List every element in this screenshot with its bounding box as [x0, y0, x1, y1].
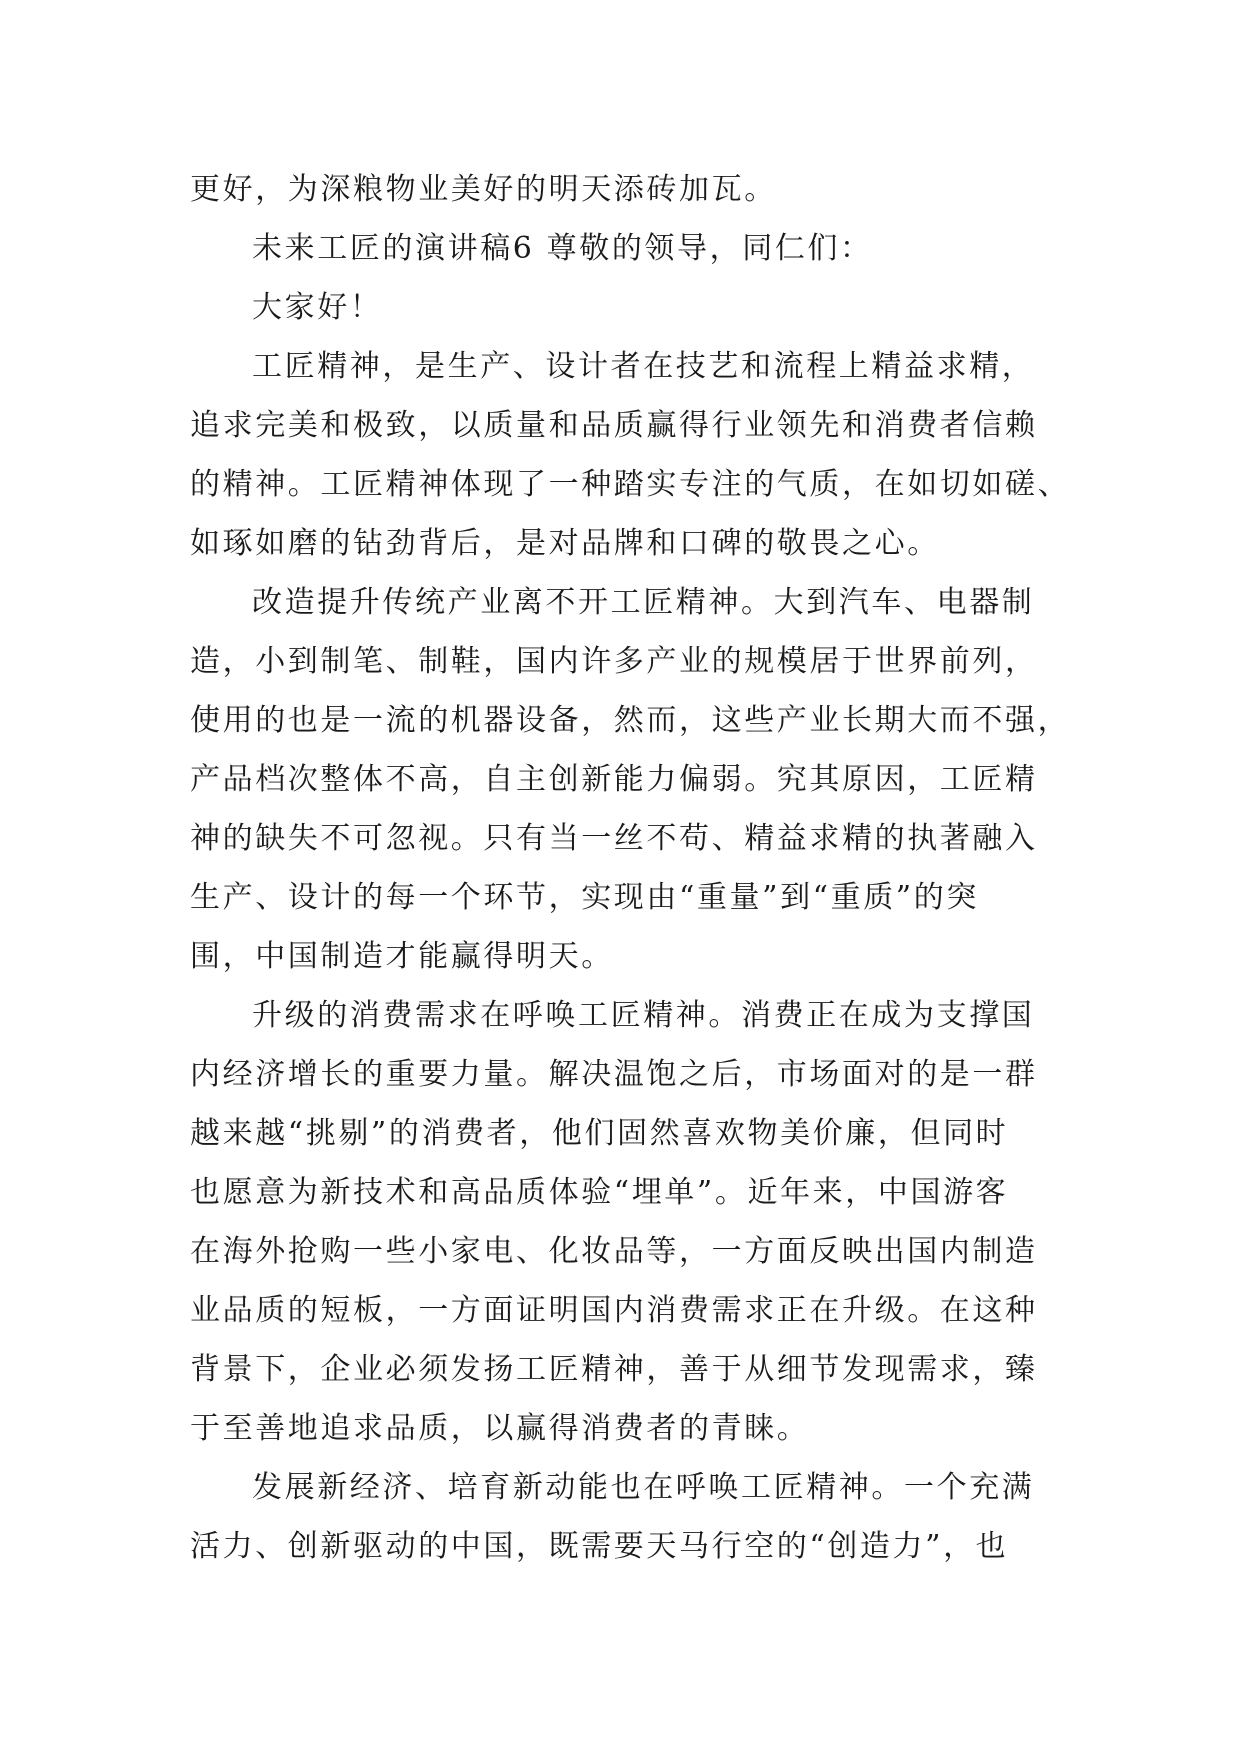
text-line: 在海外抢购一些小家电、化妆品等，一方面反映出国内制造 [190, 1234, 1038, 1269]
text-line: 更好，为深粮物业美好的明天添砖加瓦。 [190, 172, 777, 207]
text-line: 内经济增长的重要力量。解决温饱之后，市场面对的是一群 [190, 1057, 1038, 1092]
text-line: 升级的消费需求在呼唤工匠精神。消费正在成为支撑国 [252, 998, 1035, 1033]
text-line: 如琢如磨的钻劲背后，是对品牌和口碑的敬畏之心。 [190, 526, 940, 561]
text-line: 围，中国制造才能赢得明天。 [190, 939, 614, 974]
text-line: 的精神。工匠精神体现了一种踏实专注的气质，在如切如磋、 [190, 467, 1071, 502]
text-line: 背景下，企业必须发扬工匠精神，善于从细节发现需求，臻 [190, 1352, 1038, 1387]
text-line: 产品档次整体不高，自主创新能力偏弱。究其原因，工匠精 [190, 762, 1038, 797]
text-line: 于至善地追求品质，以赢得消费者的青睐。 [190, 1411, 810, 1446]
text-line: 也愿意为新技术和高品质体验“埋单”。近年来，中国游客 [190, 1175, 1009, 1210]
text-line: 工匠精神，是生产、设计者在技艺和流程上精益求精， [252, 349, 1035, 384]
text-line: 造，小到制笔、制鞋，国内许多产业的规模居于世界前列， [190, 644, 1038, 679]
text-line: 大家好！ [252, 290, 383, 325]
text-line: 改造提升传统产业离不开工匠精神。大到汽车、电器制 [252, 585, 1035, 620]
text-line: 神的缺失不可忽视。只有当一丝不苟、精益求精的执著融入 [190, 821, 1038, 856]
text-line: 未来工匠的演讲稿6 尊敬的领导，同仁们： [252, 231, 873, 266]
text-line: 越来越“挑剔”的消费者，他们固然喜欢物美价廉，但同时 [190, 1116, 1009, 1151]
text-line: 活力、创新驱动的中国，既需要天马行空的“创造力”，也 [190, 1529, 1009, 1564]
text-line: 发展新经济、培育新动能也在呼唤工匠精神。一个充满 [252, 1470, 1035, 1505]
text-line: 生产、设计的每一个环节，实现由“重量”到“重质”的突 [190, 880, 979, 915]
text-line: 追求完美和极致，以质量和品质赢得行业领先和消费者信赖 [190, 408, 1038, 443]
body-text [190, 160, 1070, 1576]
text-line: 业品质的短板，一方面证明国内消费需求正在升级。在这种 [190, 1293, 1038, 1328]
text-line: 使用的也是一流的机器设备，然而，这些产业长期大而不强， [190, 703, 1071, 738]
